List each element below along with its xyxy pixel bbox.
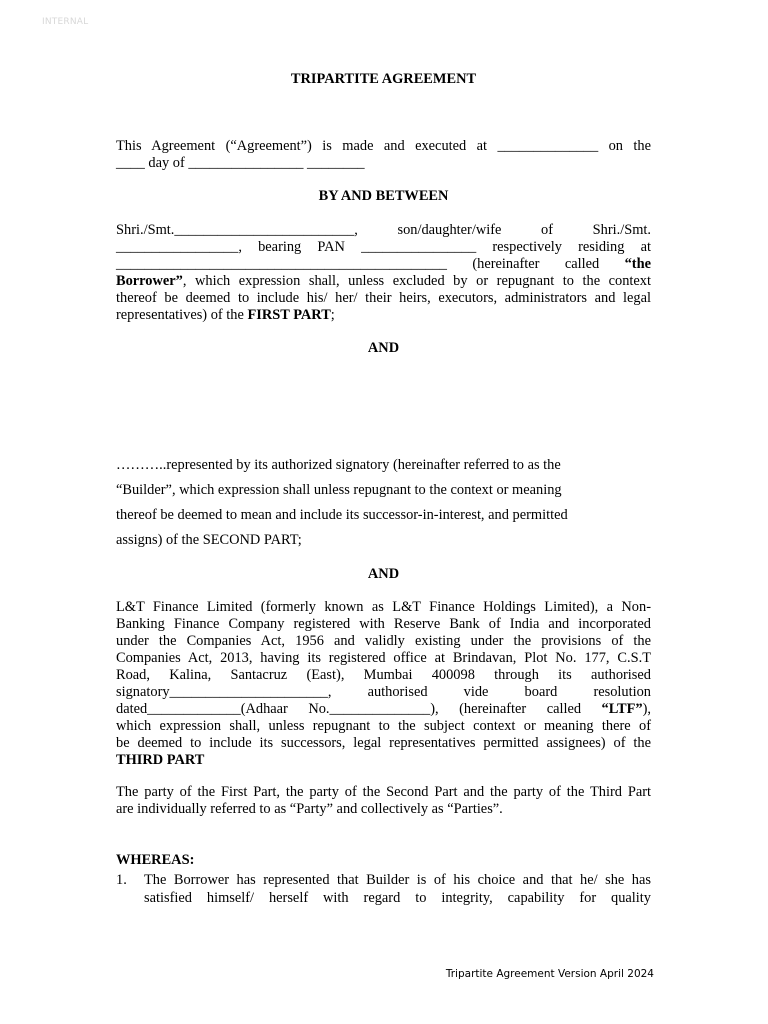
first-party-line bbox=[116, 273, 651, 290]
document-footer: Tripartite Agreement Version April 2024 bbox=[445, 968, 654, 980]
list-item-line: satisfied himself/ herself with regard to integrity, capability for quality bbox=[144, 890, 651, 906]
second-party-paragraph bbox=[116, 453, 616, 553]
first-party-text: , which expression shall, unless excluded by or repugnant to the context bbox=[182, 273, 651, 289]
third-party-line: under the Companies Act, 1956 and validly existing under the provisions of the bbox=[116, 633, 651, 649]
first-party-line bbox=[116, 307, 651, 324]
and-heading-1: AND bbox=[367, 340, 400, 356]
second-party-line: “Builder”, which expression shall unless repugnant to the context or meaning bbox=[116, 482, 562, 498]
third-party-line bbox=[116, 701, 651, 718]
list-item-line: The Borrower has represented that Builder is of his choice and that he/ she has bbox=[144, 872, 651, 888]
intro-line: ____ day of ________________ ________ bbox=[116, 155, 365, 171]
first-party-text: ______________________________________________ (hereinafter called bbox=[116, 256, 625, 272]
first-party-paragraph bbox=[116, 222, 651, 324]
intro-paragraph bbox=[116, 138, 651, 172]
third-party-line: signatory______________________, authorised vide board resolution bbox=[116, 684, 651, 700]
list-item-body bbox=[144, 871, 651, 907]
and-heading-2: AND bbox=[367, 566, 400, 582]
first-party-line: Shri./Smt._________________________, son/daughter/wife of Shri./Smt. bbox=[116, 222, 651, 238]
first-party-bold: “the bbox=[624, 256, 651, 272]
first-party-line: thereof be deemed to include his/ her/ their heirs, executors, administrators and legal bbox=[116, 290, 651, 306]
second-party-line: thereof be deemed to mean and include its successor-in-interest, and permitted bbox=[116, 507, 568, 523]
parties-definition-line: The party of the First Part, the party of the Second Part and the party of the Third Part bbox=[116, 784, 651, 800]
third-party-bold: “LTF” bbox=[601, 701, 643, 717]
third-party-paragraph bbox=[116, 599, 651, 769]
parties-definition-paragraph bbox=[116, 784, 651, 818]
third-party-line: Road, Kalina, Santacruz (East), Mumbai 400098 through its authorised bbox=[116, 667, 651, 683]
by-and-between-heading: BY AND BETWEEN bbox=[318, 188, 449, 204]
first-party-bold: Borrower” bbox=[116, 273, 183, 289]
third-party-line: Banking Finance Company registered with Reserve Bank of India and incorporated bbox=[116, 616, 651, 632]
first-party-text: ; bbox=[330, 307, 335, 323]
parties-definition-line: are individually referred to as “Party” and collectively as “Parties”. bbox=[116, 801, 503, 817]
third-party-text: dated_____________(Adhaar No.______________), (hereinafter called bbox=[116, 701, 602, 717]
third-party-line: which expression shall, unless repugnant to the subject context or meaning there of bbox=[116, 718, 651, 734]
third-party-line: be deemed to include its successors, legal representatives permitted assignees) of the bbox=[116, 735, 651, 751]
first-party-bold: FIRST PART bbox=[247, 307, 331, 323]
whereas-heading: WHEREAS: bbox=[116, 852, 195, 868]
first-party-line: _________________, bearing PAN ________________ respectively residing at bbox=[116, 239, 651, 255]
document-title: TRIPARTITE AGREEMENT bbox=[290, 71, 477, 87]
list-item-number: 1. bbox=[116, 872, 127, 888]
first-party-line bbox=[116, 256, 651, 273]
first-party-text: representatives) of the bbox=[116, 307, 248, 323]
whereas-list-item bbox=[116, 871, 651, 907]
third-party-text: ), bbox=[642, 701, 651, 717]
third-party-line: THIRD PART bbox=[116, 752, 205, 768]
classification-watermark: INTERNAL bbox=[42, 17, 89, 27]
third-party-line: Companies Act, 2013, having its registered office at Brindavan, Plot No. 177, C.S.T bbox=[116, 650, 651, 666]
second-party-line: ………..represented by its authorized signatory (hereinafter referred to as the bbox=[116, 457, 561, 473]
intro-line: This Agreement (“Agreement”) is made and executed at ______________ on the bbox=[116, 138, 651, 154]
third-party-line: L&T Finance Limited (formerly known as L&T Finance Holdings Limited), a Non- bbox=[116, 599, 651, 615]
second-party-line: assigns) of the SECOND PART; bbox=[116, 532, 302, 548]
